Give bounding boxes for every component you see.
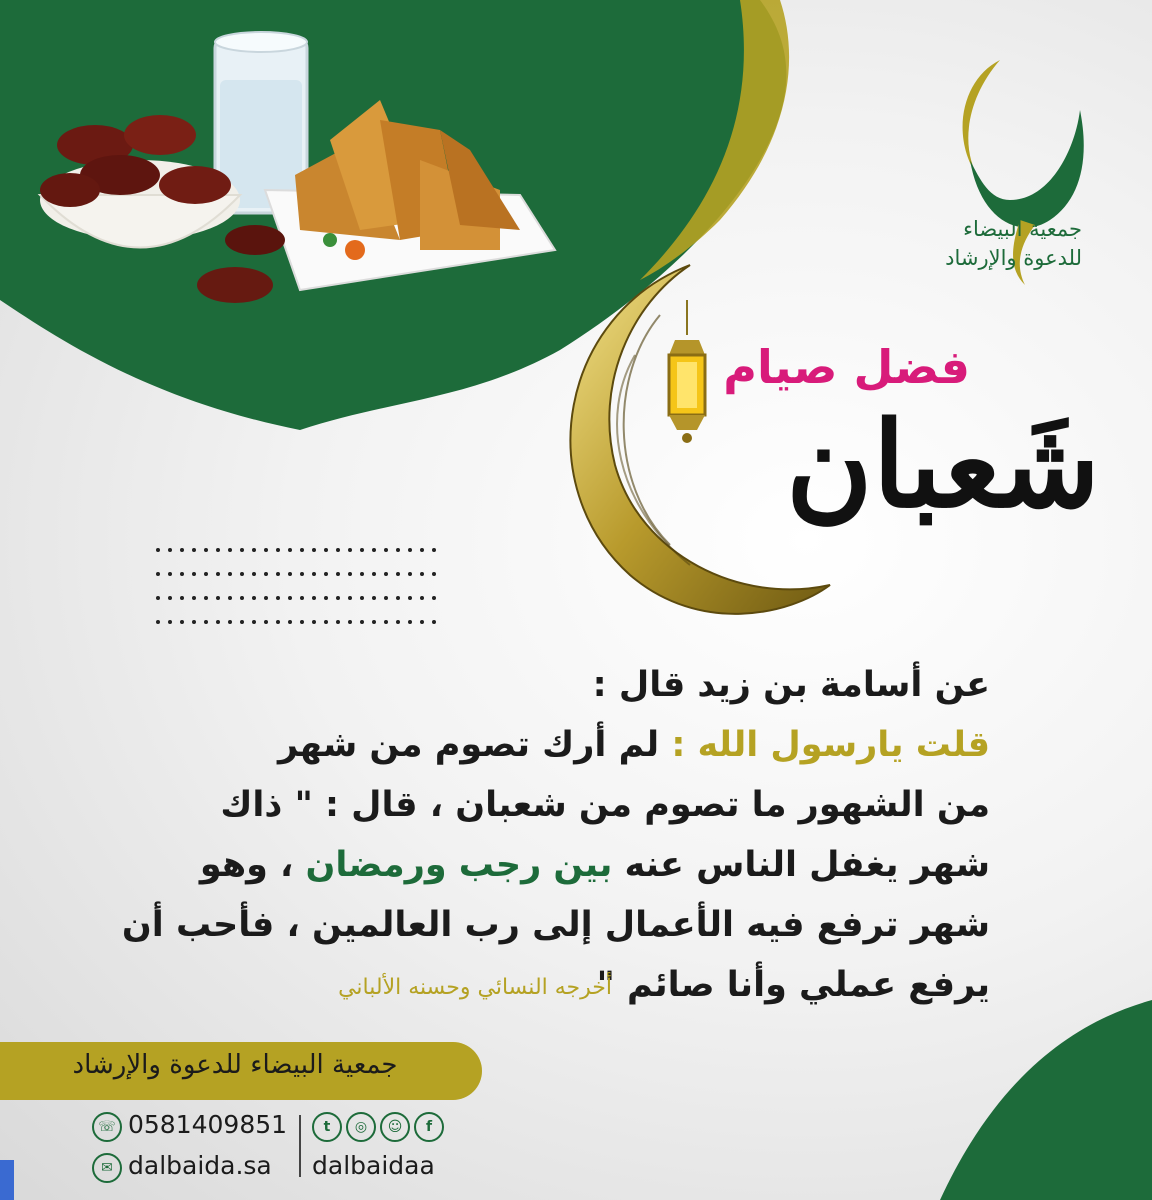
title-subheading: فضل صيام <box>723 340 970 394</box>
hadith-line-2 <box>150 715 990 775</box>
hadith-line-1: عن أسامة بن زيد قال : <box>592 665 990 705</box>
decorative-dot <box>168 548 172 552</box>
decorative-dot <box>360 548 364 552</box>
decorative-dot <box>240 548 244 552</box>
social-handle[interactable]: dalbaidaa <box>312 1151 435 1180</box>
decorative-dot <box>180 572 184 576</box>
footer-accent-bar <box>0 1160 14 1200</box>
decorative-dot <box>276 596 280 600</box>
decorative-dot <box>252 596 256 600</box>
decorative-dot <box>372 596 376 600</box>
decorative-dot <box>432 548 436 552</box>
decorative-dot <box>228 596 232 600</box>
decorative-dot <box>384 548 388 552</box>
decorative-dot <box>420 548 424 552</box>
decorative-dot <box>192 620 196 624</box>
decorative-dot <box>156 548 160 552</box>
decorative-dot <box>276 620 280 624</box>
decorative-dot <box>372 548 376 552</box>
decorative-dot <box>336 596 340 600</box>
decorative-dot <box>276 548 280 552</box>
decorative-dot <box>432 572 436 576</box>
decorative-dot <box>384 596 388 600</box>
decorative-dot <box>192 572 196 576</box>
twitter-icon[interactable]: t <box>312 1112 342 1142</box>
decorative-dot <box>240 596 244 600</box>
decorative-dot <box>228 548 232 552</box>
page-title: شَعبان <box>785 395 1100 534</box>
decorative-dot <box>156 620 160 624</box>
decorative-dot <box>216 572 220 576</box>
hadith-line-2-rest: لم أرك تصوم من شهر <box>277 725 672 765</box>
decorative-dot <box>360 620 364 624</box>
decorative-dot <box>396 548 400 552</box>
decorative-dot <box>312 596 316 600</box>
decorative-dot <box>156 572 160 576</box>
decorative-dot <box>168 620 172 624</box>
hadith-line-3: من الشهور ما تصوم من شعبان ، قال : " ذاك <box>220 785 990 825</box>
phone-number[interactable]: 0581409851 <box>128 1110 288 1139</box>
decorative-dot <box>312 548 316 552</box>
decorative-dot <box>168 572 172 576</box>
decorative-dot <box>300 548 304 552</box>
decorative-dot <box>204 620 208 624</box>
decorative-dot <box>252 548 256 552</box>
decorative-dot <box>300 620 304 624</box>
decorative-dot <box>348 548 352 552</box>
decorative-dot <box>360 572 364 576</box>
decorative-dot <box>264 596 268 600</box>
logo-text <box>862 215 1082 273</box>
decorative-dot <box>204 548 208 552</box>
decorative-dot <box>432 620 436 624</box>
decorative-dot <box>336 548 340 552</box>
decorative-dot <box>420 620 424 624</box>
instagram-icon[interactable]: ◎ <box>346 1112 376 1142</box>
hadith-line-4 <box>150 835 990 895</box>
decorative-dot <box>216 596 220 600</box>
decorative-dot <box>288 572 292 576</box>
decorative-dot <box>276 572 280 576</box>
decorative-dot <box>168 596 172 600</box>
decorative-dot <box>240 572 244 576</box>
decorative-dot <box>384 572 388 576</box>
hadith-line-4-b: ، وهو <box>199 845 306 885</box>
decorative-dot <box>300 572 304 576</box>
logo-line-1: جمعية البيضاء <box>963 217 1082 241</box>
decorative-dot <box>372 620 376 624</box>
decorative-dot <box>312 620 316 624</box>
decorative-dot <box>372 572 376 576</box>
decorative-dot <box>204 596 208 600</box>
decorative-dot <box>408 596 412 600</box>
decorative-dot <box>288 620 292 624</box>
decorative-dot <box>252 572 256 576</box>
decorative-dot <box>228 572 232 576</box>
decorative-dot <box>180 548 184 552</box>
decorative-dot <box>396 620 400 624</box>
decorative-dot <box>348 572 352 576</box>
phone-icon: ☏ <box>92 1112 122 1142</box>
decorative-dot <box>264 572 268 576</box>
hadith-highlight-gold: قلت يارسول الله : <box>671 725 990 765</box>
decorative-dot <box>264 620 268 624</box>
decorative-dot <box>348 596 352 600</box>
facebook-icon[interactable]: f <box>414 1112 444 1142</box>
decorative-dot <box>420 572 424 576</box>
decorative-dot <box>324 548 328 552</box>
decorative-dot <box>228 620 232 624</box>
web-icon: ✉ <box>92 1153 122 1183</box>
decorative-dot <box>252 620 256 624</box>
decorative-dot <box>384 620 388 624</box>
decorative-dot <box>300 596 304 600</box>
decorative-dot <box>264 548 268 552</box>
decorative-dot <box>432 596 436 600</box>
decorative-dot <box>324 596 328 600</box>
hadith-source: أخرجه النسائي وحسنه الألباني <box>338 975 612 1000</box>
decorative-dot <box>360 596 364 600</box>
hadith-line-5: شهر ترفع فيه الأعمال إلى رب العالمين ، فأحب أن <box>121 905 990 945</box>
decorative-dot <box>288 596 292 600</box>
decorative-dot <box>336 620 340 624</box>
decorative-dot <box>396 572 400 576</box>
org-banner-text: جمعية البيضاء للدعوة والإرشاد <box>72 1050 398 1080</box>
logo-line-2: للدعوة والإرشاد <box>945 246 1082 270</box>
hadith-line-4-a: شهر يغفل الناس عنه <box>612 845 990 885</box>
decorative-dot <box>336 572 340 576</box>
decorative-dot <box>348 620 352 624</box>
hadith-highlight-green: بين رجب ورمضان <box>305 845 613 885</box>
decorative-dot <box>408 572 412 576</box>
decorative-dot <box>408 548 412 552</box>
decorative-dot <box>216 620 220 624</box>
decorative-dot <box>324 572 328 576</box>
footer-divider <box>299 1115 301 1177</box>
decorative-dot <box>156 596 160 600</box>
decorative-dot <box>288 548 292 552</box>
hadith-line-6: يرفع عملي وأنا صائم " <box>596 965 990 1005</box>
hadith-text <box>121 655 990 1015</box>
decorative-dot <box>312 572 316 576</box>
decorative-dot <box>204 572 208 576</box>
decorative-dot <box>240 620 244 624</box>
decorative-dot <box>420 596 424 600</box>
decorative-dot <box>324 620 328 624</box>
snapchat-icon[interactable]: ☺ <box>380 1112 410 1142</box>
decorative-dot <box>408 620 412 624</box>
decorative-dot <box>396 596 400 600</box>
decorative-dot <box>192 548 196 552</box>
decorative-dots <box>156 548 446 638</box>
decorative-dot <box>192 596 196 600</box>
decorative-dot <box>180 596 184 600</box>
decorative-dot <box>180 620 184 624</box>
website-link[interactable]: dalbaida.sa <box>128 1151 272 1180</box>
decorative-dot <box>216 548 220 552</box>
